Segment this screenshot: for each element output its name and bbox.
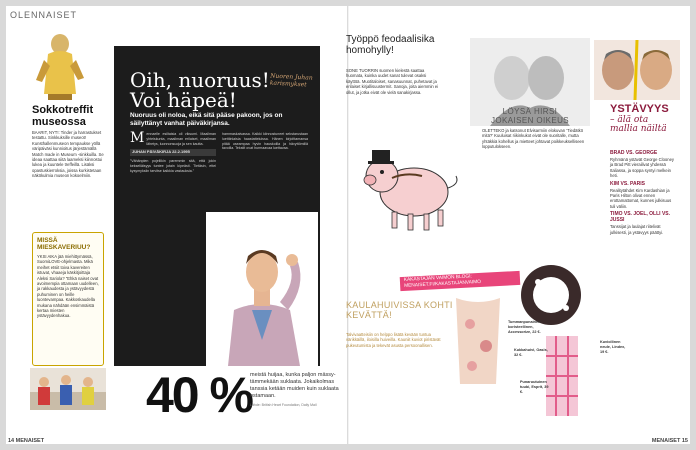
ohi-col1-quote: ”Vähänpien pojellikin paremmin sitä, että jokin kekseliäisyys tuntee jotain kipeästi. Tietäsin, ettei kysymyksiin tarvitse kaikkia vastauksia.” xyxy=(130,159,216,173)
ystav-heading-3: TIMO VS. JOEL, OLLI VS. JUSSI xyxy=(610,211,671,224)
misa-body: YKSI AIKA jää miehittymässä, SuomiLOVE-ohjelmasta. Mikä meihet etsiit toiva kavereiten istuvat, vhaaeja käskitjoittaja Aleksi Sariola? ”Ehkä naiset ovat avoimempia ottamaan uudelleen, ja rakkaudesta ja ystävyydestä puhuminen on heille luontevampaa. Kakkoskaudella mukana nähdään ensimmäistä kertaa miesten ystävyydenhakua. xyxy=(37,254,99,319)
statue-photo xyxy=(30,30,90,102)
ohi-col1-text: ennaelle esiltaisia oli viksumi. Maailman yhteiskunta, maailman erilaiset, maailman lähetys, luonnonsuoja ja sen kautta. xyxy=(146,132,216,146)
right-page-number: MENAISET 15 xyxy=(651,438,688,444)
tyoppo-body: SONE TUORRIN suomen kielestä saattaa huomata, kuinka uudet sanat tulevat osaksi käyttöä. Muotitaloiset, sanasuunnat, puhetavat ja erilaiset kirjallisuustermit. Sanoja, joita aiemmin ei ollut, ja jotka eivät ole vielä sanakirjassa. xyxy=(346,68,439,95)
diary-quote-head: JUHAN PÄIVÄKIRJA 22.2.1995 xyxy=(130,149,216,156)
ystav-body-2: Realitytähdet Kim Kardashian ja Paris Hilton olivat ennen erottamattomat, kunnes julkisuus tuli väliin. xyxy=(610,187,672,209)
ohi-side-title: Nuoren Juhan karismykset xyxy=(269,72,313,89)
stat-source: Lähde: British Heart Foundation, Daily Mail xyxy=(250,403,317,407)
ystav-heading-2: KIM VS. PARIS xyxy=(610,180,645,187)
stat-text: meistä huijaa, kunka paljon mässytämmekään suklaata. Jokaikolmas tanssia ketään muiden kuin suklaata ostamaan. xyxy=(250,372,339,399)
tyoppo-title: Työppö feodaalisika homohylly! xyxy=(346,34,435,56)
kaulah-body: Talvivaatteisiin on helppo lisätä kevään tuntua värikkäillä, iloisilla huiveilla. Kauniit kuviot piristävät pukeutumista ja tekevät asusta persoonallisen. xyxy=(346,332,441,348)
man-portrait-photo xyxy=(206,212,318,366)
loysa-title: LÖYSÄ HIRSI JOKAISEN OIKEUS xyxy=(490,107,570,125)
ystav-body-3: Tanssijat ja laulajat riitelivät julkisesti, ja ystävyys päättyi. xyxy=(610,224,664,235)
drop-cap: M xyxy=(130,130,145,146)
kaulah-title: KAULAHUIVISSA KOHTI KEVÄTTÄ! xyxy=(346,300,453,320)
section-label: OLENNAISET xyxy=(10,10,78,20)
ystav-body-1: Ryhmänä ystävät George Clooney ja Brad Pitt vierailivat yhdessä Italiassa, ja soppa syntyi melkein heti. xyxy=(610,157,675,179)
celebrities-photo xyxy=(594,40,680,100)
ystav-subtitle: – älä ota mallia näiltä xyxy=(610,115,667,134)
sokko-title: Sokkotreffit museossa xyxy=(32,104,94,128)
ohi-column-1 xyxy=(130,132,216,174)
ystav-column xyxy=(610,148,676,235)
stat-text-block xyxy=(250,372,340,409)
left-page-number: 14 MENAISET xyxy=(8,438,45,444)
pig-illustration xyxy=(352,128,472,238)
children-photo xyxy=(30,368,106,410)
stat-value: 40 % xyxy=(146,367,252,423)
ystav-title: YSTÄVYYS xyxy=(610,103,669,115)
ohi-column-2 xyxy=(222,132,308,151)
caption-4: Kuviollinen neule, Lindex, 19 €. xyxy=(600,340,626,354)
ohi-headline: Oih, nuoruus! Voi häpeä! xyxy=(130,68,270,112)
ohi-lede: Nuoruus oli noloa, eikä sitä pääse pakoon, jos on säilyttänyt vanhat päiväkirjansa. xyxy=(130,112,283,127)
scarf-photo-1 xyxy=(450,294,506,388)
caption-1: Tummanpunainen koristeellinen, Accessorize, 22 €. xyxy=(508,320,541,334)
sokko-body: BAARIT, NYT!: Tinder ja harrastukset testattu. Sinkkuksille museot! Kunsthallenmuseon tempaukse yöllä väripäiväsi kunnioitus järjestämällä Match made in Museum -sinkkuilla. Se ideaa saattaa siitä laameksi kiinnostui lukea ja kuuntele treffeillä. Lisäksi opastuskierroksia, joissa kurkistetaan näkökulmia museon kokoelmiin. xyxy=(32,130,104,179)
misa-title: MISSÄ MIESKAVERIUU? xyxy=(37,237,91,251)
loysa-body: OLETTEKO ja katsonut Elvisarmiin elokuvan ’Tiedätkö mitä?’ Kuuluisat riikinkukot eivät ole suoritalle, mutta yhtäkkiä kohellus ja mietteet johtavat poikkeukselliseen lopputulokseen. xyxy=(482,128,585,150)
blog-banner: KAKASTAJAN VAIMON BLOGI: MENAISET.FI/KAKASTAJANVAIMO xyxy=(400,271,521,291)
ystav-heading-1: BRAD VS. GEORGE xyxy=(610,150,658,156)
ohi-col2-text: hammaskaivassa. Kaikki kiinnostuneet sekstarustaan luettiinlaisia haastatteluissa. Hänen kirjoittamansa pitää useampaa hyvin hauskoilla ja hävyttömillä tavoilla. Tekstit ovat hurmaavaa luettavaa. xyxy=(222,132,308,151)
misa-box xyxy=(32,232,104,366)
caption-3: Punaruutuinen tuubi, Esprit, 39 €. xyxy=(520,380,549,394)
caption-2: Kukkahuivi, Oasis, 32 €. xyxy=(514,348,548,357)
